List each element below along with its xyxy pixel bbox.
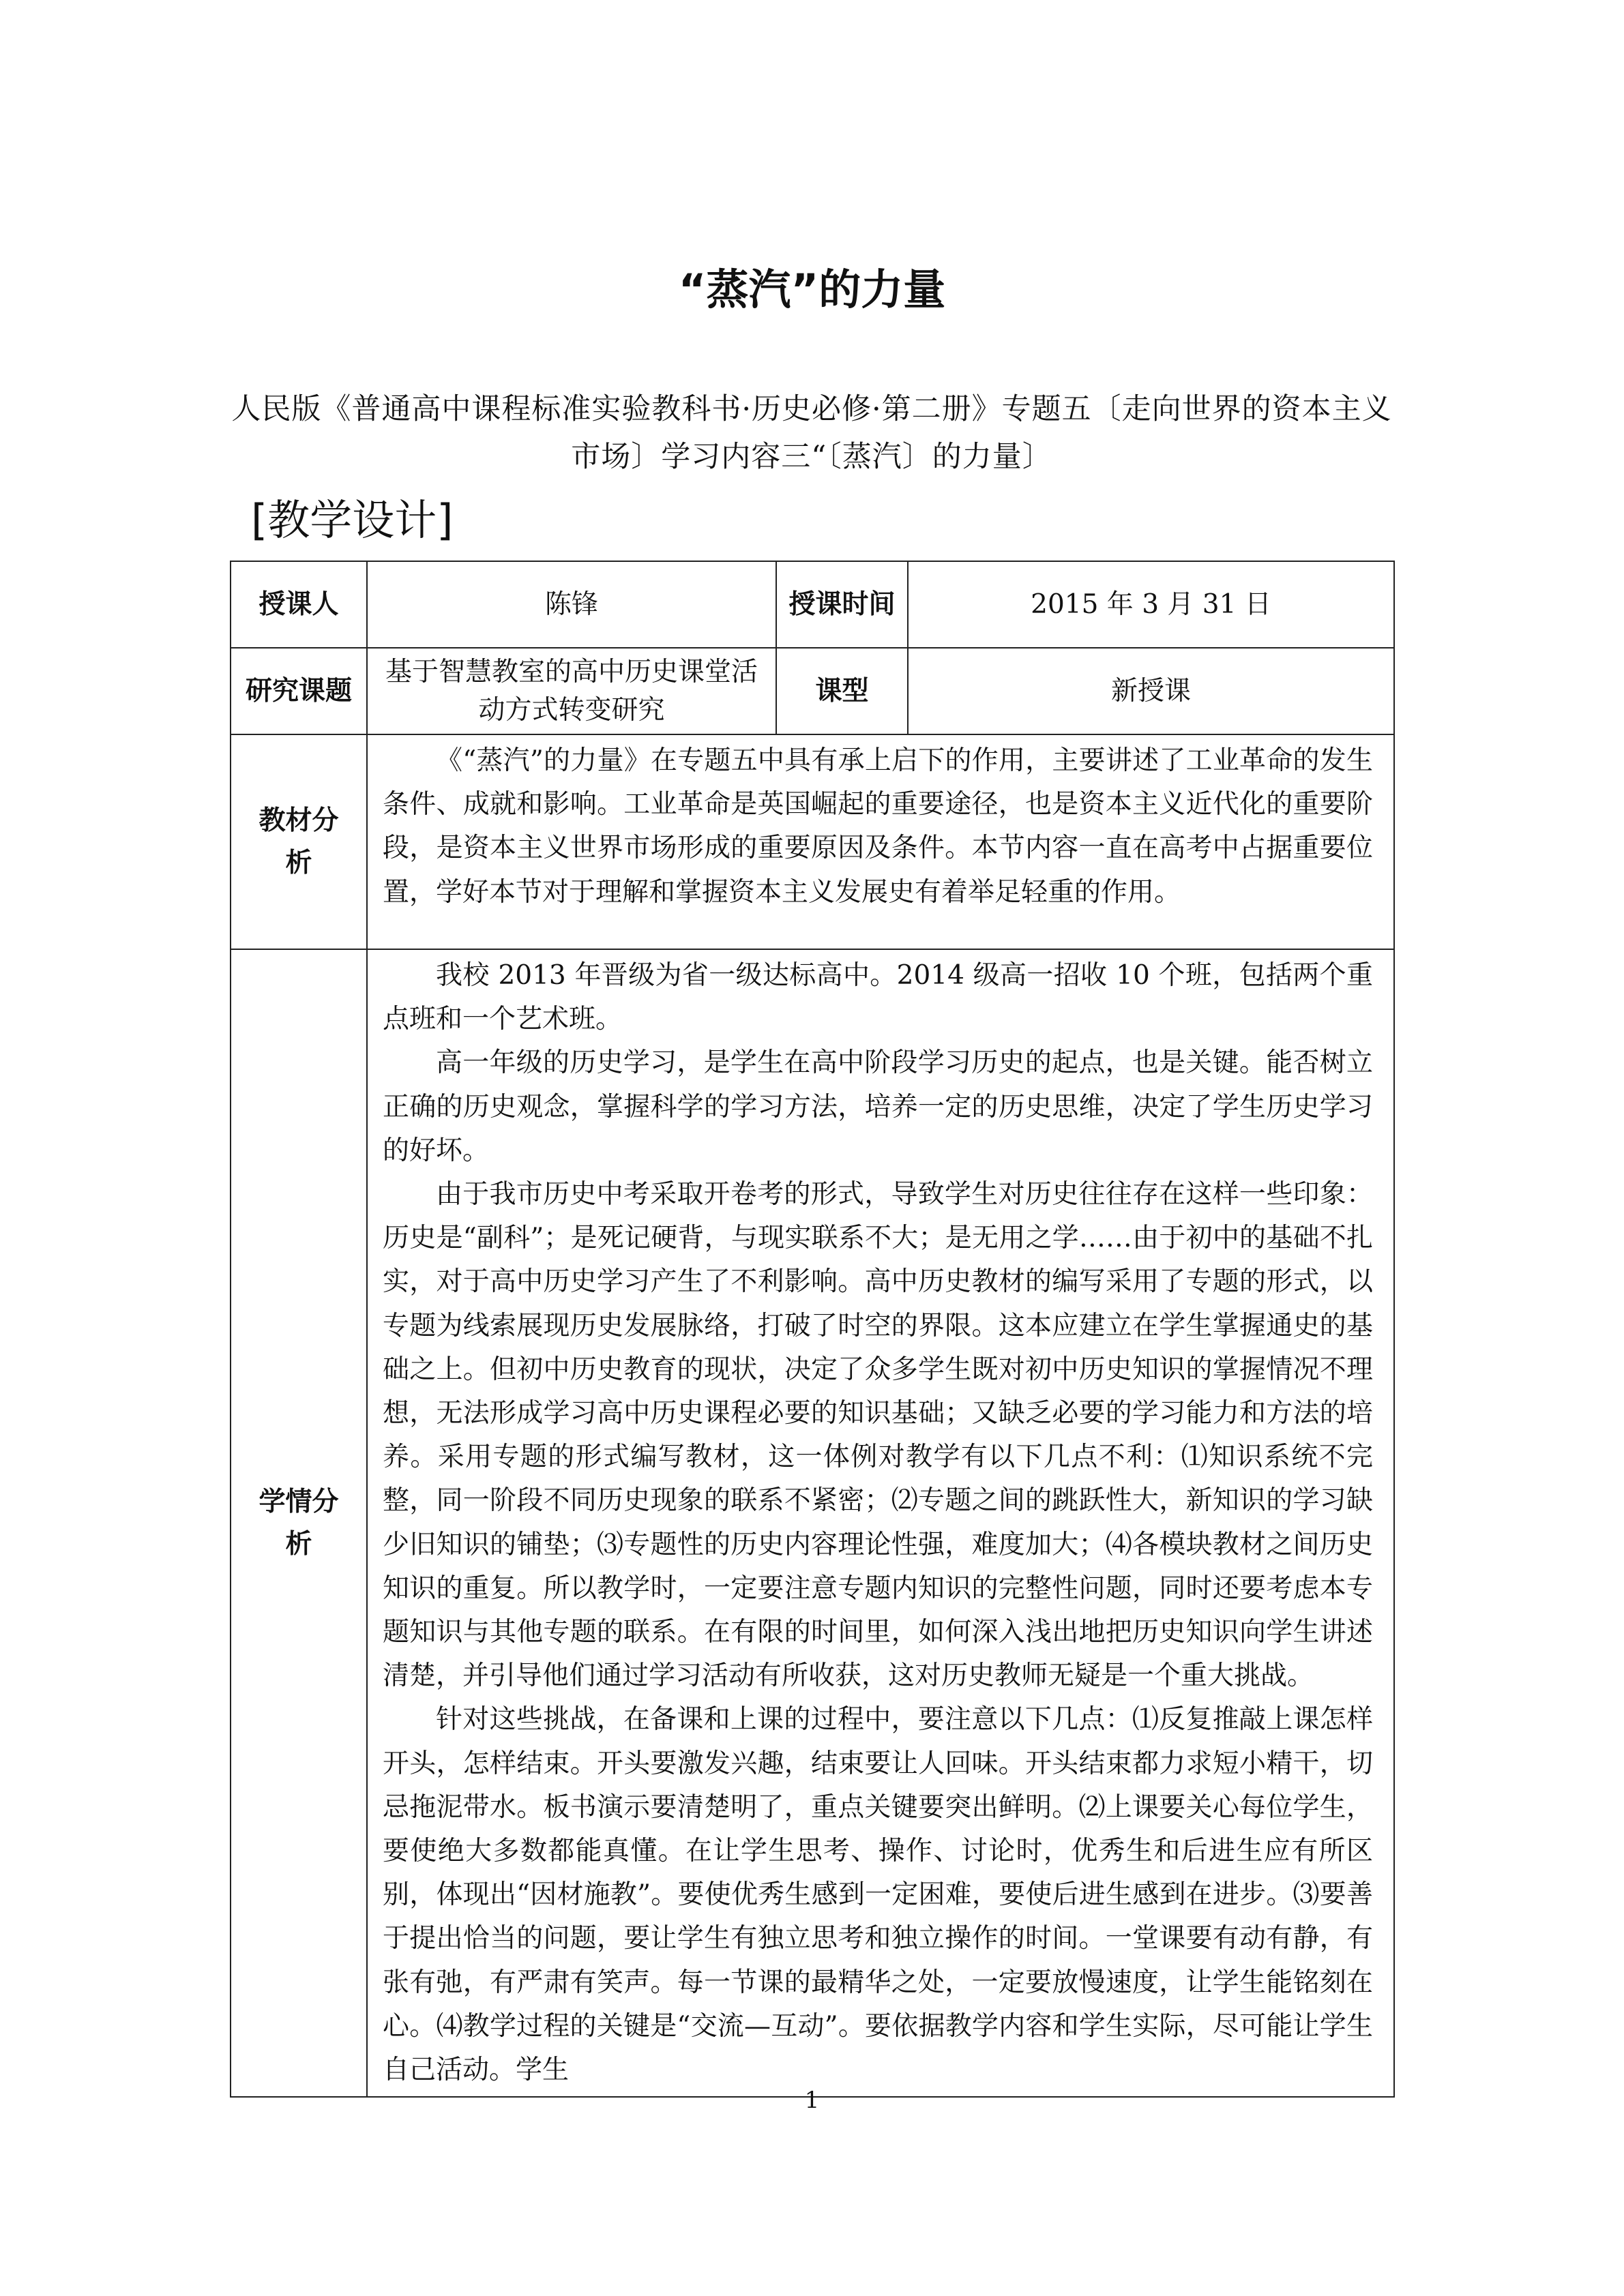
time-label: 授课时间 bbox=[776, 561, 908, 648]
textbook-analysis bbox=[367, 734, 1394, 949]
topic-value: 基于智慧教室的高中历史课堂活动方式转变研究 bbox=[367, 648, 776, 734]
table-row-student bbox=[231, 949, 1394, 2097]
lesson-design-table bbox=[230, 561, 1395, 2098]
student-label: 学情分析 bbox=[231, 949, 367, 2097]
type-label: 课型 bbox=[776, 648, 908, 734]
textbook-paragraph: 《“蒸汽”的力量》在专题五中具有承上启下的作用，主要讲述了工业革命的发生条件、成就和影响。工业革命是英国崛起的重要途径，也是资本主义近代化的重要阶段，是资本主义世界市场形成的重要原因及条件。本节内容一直在高考中占据重要位置，学好本节对于理解和掌握资本主义发展史有着举足轻重的作用。 bbox=[383, 745, 1373, 908]
type-value: 新授课 bbox=[908, 648, 1394, 734]
section-label: [教学设计] bbox=[251, 495, 454, 545]
student-paragraph: 针对这些挑战，在备课和上课的过程中，要注意以下几点：⑴反复推敲上课怎样开头，怎样结束。开头要激发兴趣，结束要让人回味。开头结束都力求短小精干，切忌拖泥带水。板书演示要清楚明了，重点关键要突出鲜明。⑵上课要关心每位学生，要使绝大多数都能真懂。在让学生思考、操作、讨论时，优秀生和后进生应有所区别，体现出“因材施教”。要使优秀生感到一定困难，要使后进生感到在进步。⑶要善于提出恰当的问题，要让学生有独立思考和独立操作的时间。一堂课要有动有静，有张有弛，有严肃有笑声。每一节课的最精华之处，一定要放慢速度，让学生能铭刻在心。⑷教学过程的关键是“交流—互动”。要依据教学内容和学生实际，尽可能让学生自己活动。学生 bbox=[383, 1704, 1373, 2086]
textbook-label: 教材分析 bbox=[231, 734, 367, 949]
table-row-topic bbox=[231, 648, 1394, 734]
student-analysis bbox=[367, 949, 1394, 2097]
topic-label: 研究课题 bbox=[231, 648, 367, 734]
teacher-value: 陈锋 bbox=[367, 561, 776, 648]
teacher-label: 授课人 bbox=[231, 561, 367, 648]
document-title: “蒸汽”的力量 bbox=[678, 265, 946, 314]
document-subtitle: 人民版《普通高中课程标准实验教科书·历史必修·第二册》专题五〔走向世界的资本主义市场〕学习内容三“〔蒸汽〕的力量〕 bbox=[231, 392, 1392, 474]
table-row-teacher bbox=[231, 561, 1394, 648]
student-paragraph: 高一年级的历史学习，是学生在高中阶段学习历史的起点，也是关键。能否树立正确的历史观念，掌握科学的学习方法，培养一定的历史思维，决定了学生历史学习的好坏。 bbox=[383, 1047, 1373, 1166]
student-paragraph: 由于我市历史中考采取开卷考的形式，导致学生对历史往往存在这样一些印象：历史是“副科”；是死记硬背，与现实联系不大；是无用之学……由于初中的基础不扎实，对于高中历史学习产生了不利影响。高中历史教材的编写采用了专题的形式，以专题为线索展现历史发展脉络，打破了时空的界限。这本应建立在学生掌握通史的基础之上。但初中历史教育的现状，决定了众多学生既对初中历史知识的掌握情况不理想，无法形成学习高中历史课程必要的知识基础；又缺乏必要的学习能力和方法的培养。采用专题的形式编写教材，这一体例对教学有以下几点不利：⑴知识系统不完整，同一阶段不同历史现象的联系不紧密；⑵专题之间的跳跃性大，新知识的学习缺少旧知识的铺垫；⑶专题性的历史内容理论性强，难度加大；⑷各模块教材之间历史知识的重复。所以教学时，一定要注意专题内知识的完整性问题，同时还要考虑本专题知识与其他专题的联系。在有限的时间里，如何深入浅出地把历史知识向学生讲述清楚，并引导他们通过学习活动有所收获，这对历史教师无疑是一个重大挑战。 bbox=[383, 1179, 1373, 1692]
page-number: 1 bbox=[804, 2087, 820, 2114]
time-value: 2015 年 3 月 31 日 bbox=[908, 561, 1394, 648]
table-row-textbook bbox=[231, 734, 1394, 949]
student-paragraph: 我校 2013 年晋级为省一级达标高中。2014 级高一招收 10 个班，包括两个重点班和一个艺术班。 bbox=[383, 960, 1373, 1035]
